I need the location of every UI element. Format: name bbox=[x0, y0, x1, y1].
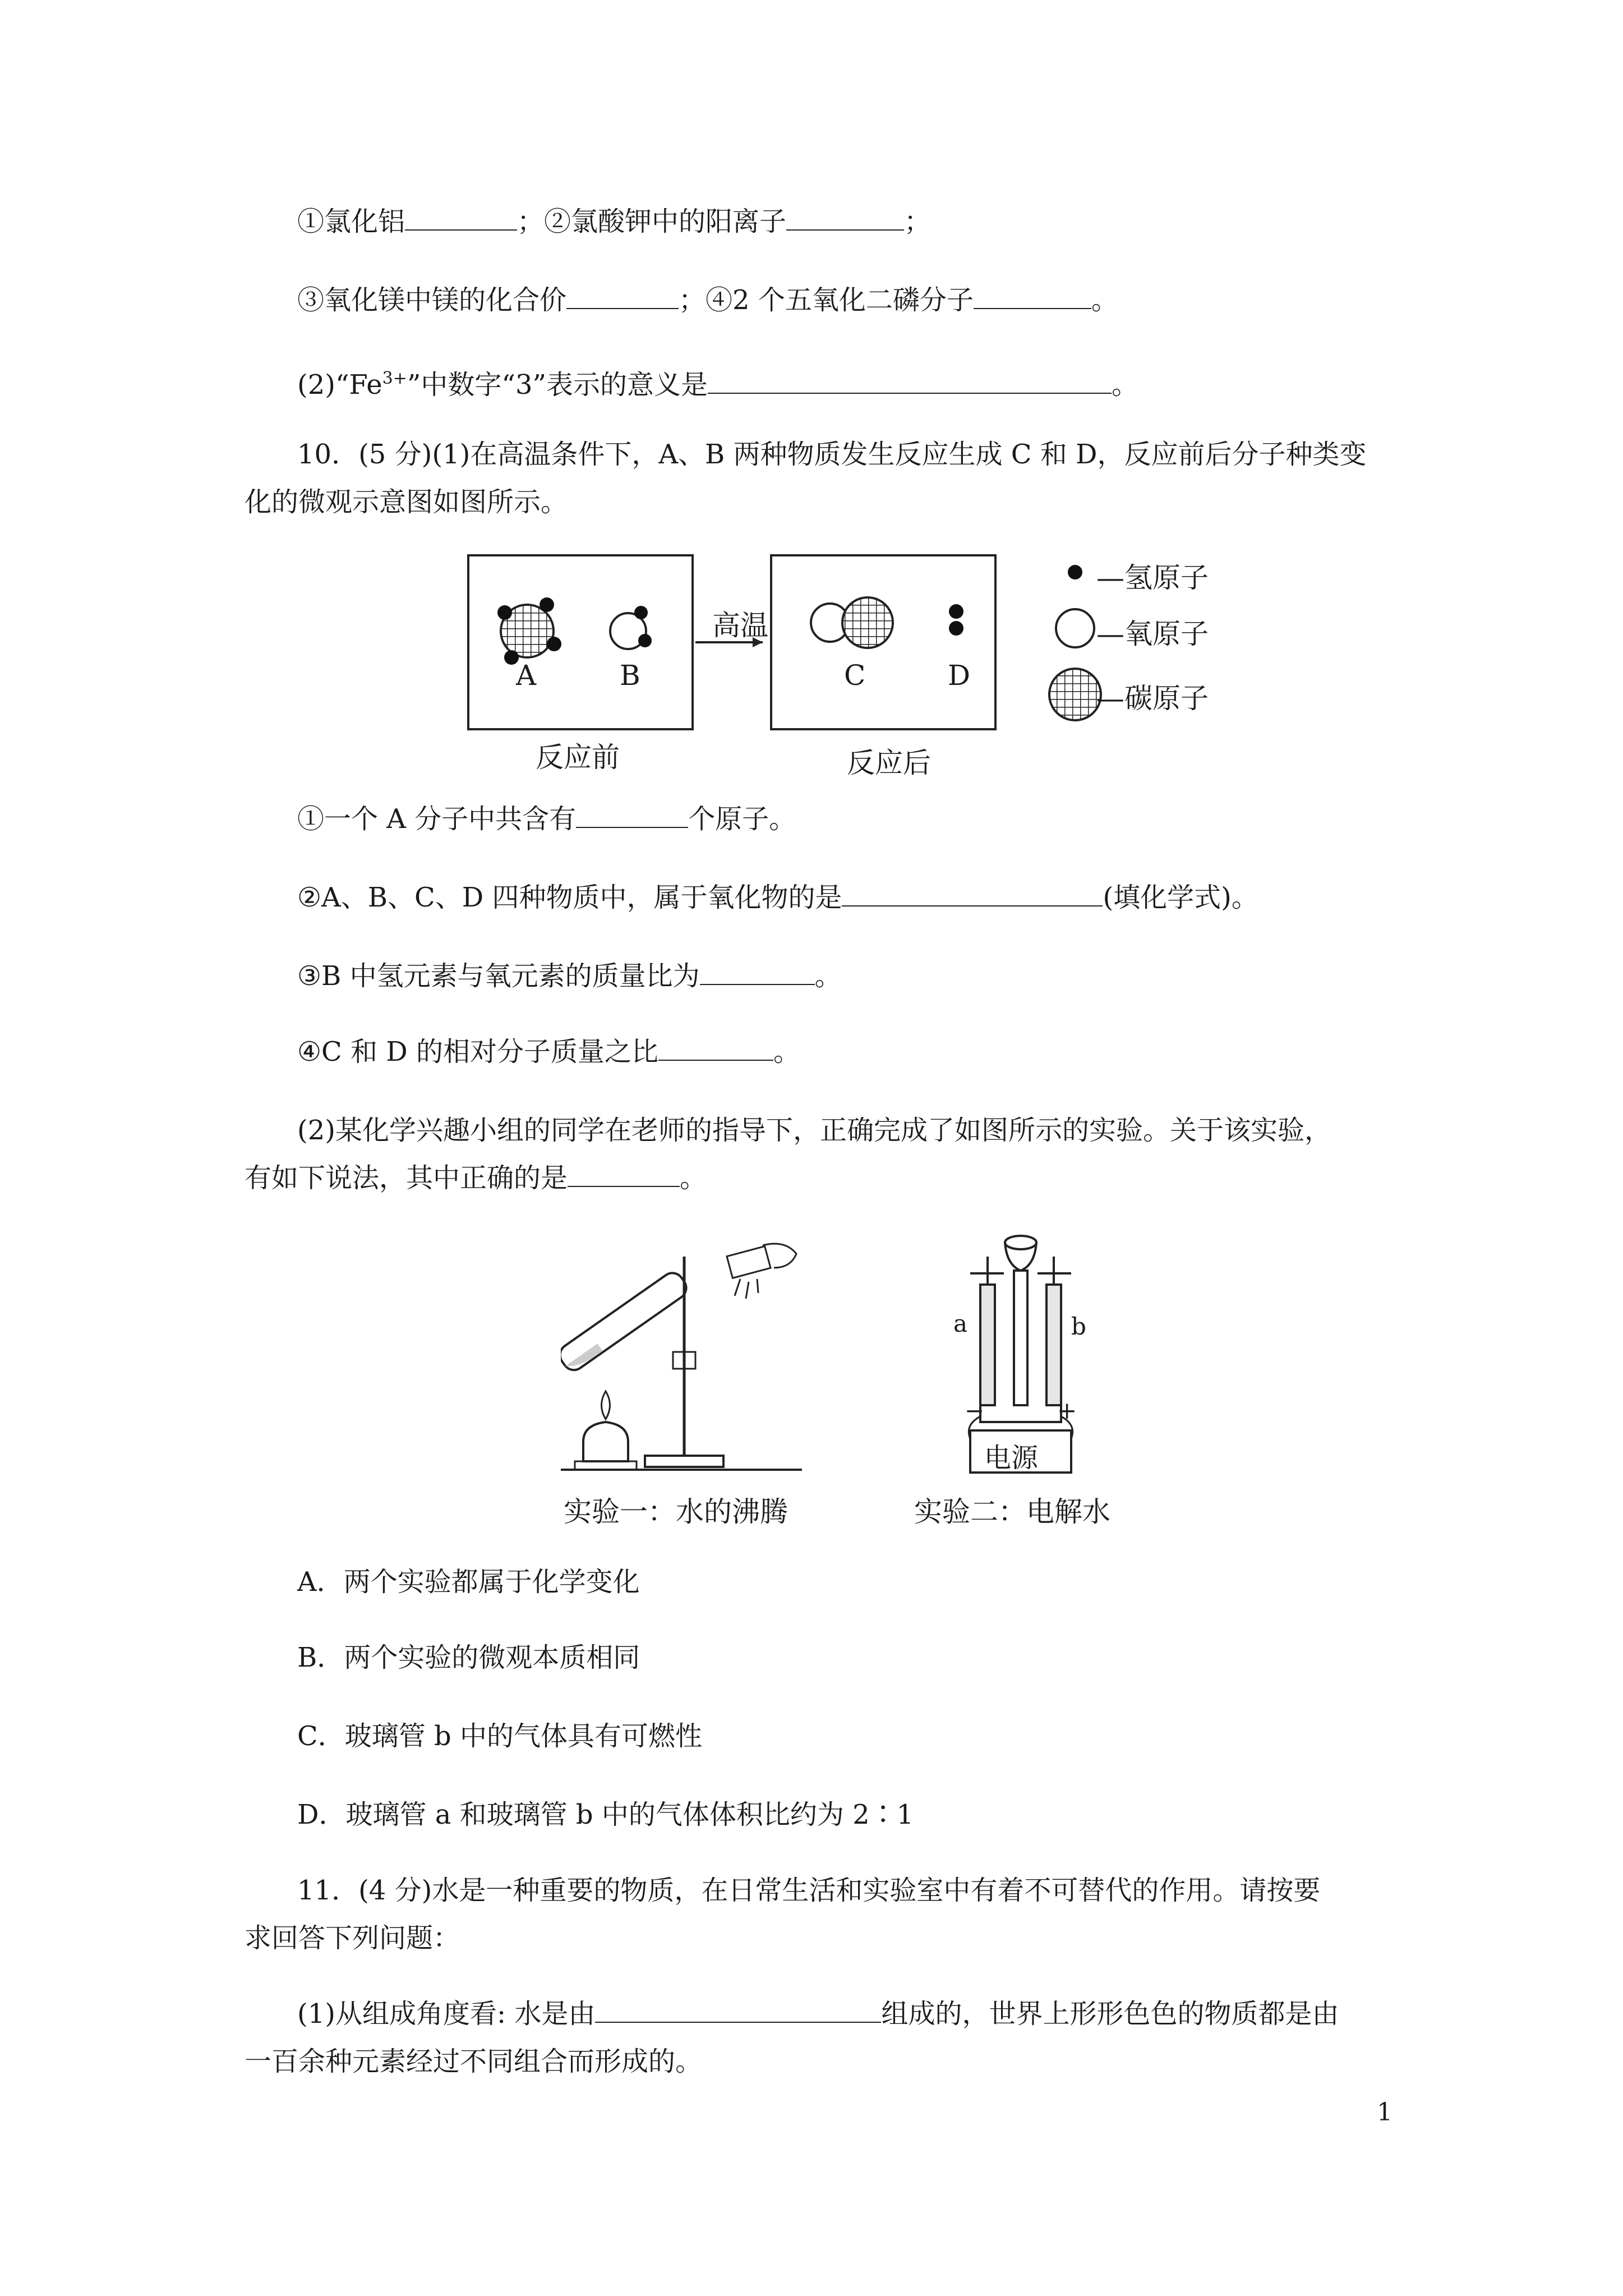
molecule-label-b: B bbox=[620, 659, 640, 692]
answer-blank[interactable] bbox=[842, 882, 1103, 907]
text: 。 bbox=[1091, 284, 1118, 316]
positive-terminal: + bbox=[1057, 1397, 1077, 1424]
experiment-two-caption: 实验二：电解水 bbox=[914, 1496, 1110, 1528]
legend-hydrogen: —氢原子 bbox=[1096, 562, 1209, 594]
text: ；④2 个五氧化二磷分子 bbox=[679, 284, 974, 316]
text: ③氧化镁中镁的化合价 bbox=[297, 284, 567, 316]
text: ①一个 A 分子中共含有 bbox=[297, 803, 577, 835]
tube-a-label: a bbox=[953, 1310, 968, 1337]
text: (2)“Fe bbox=[297, 369, 382, 401]
molecule-label-a: A bbox=[516, 659, 537, 692]
text: 个原子。 bbox=[688, 803, 796, 835]
hydrogen-atom bbox=[547, 637, 561, 651]
superscript: 3+ bbox=[382, 369, 407, 388]
oxygen-legend-icon bbox=[1056, 609, 1094, 647]
page-number: 1 bbox=[1377, 2098, 1393, 2127]
hydrogen-atom bbox=[638, 634, 652, 647]
hydrogen-legend-icon bbox=[1068, 565, 1082, 579]
text: ； bbox=[904, 206, 932, 237]
question-10-part-2-line-2 bbox=[245, 1161, 707, 1195]
hydrogen-atom bbox=[497, 605, 512, 620]
text: ③B 中氢元素与氧元素的质量比为 bbox=[297, 960, 700, 992]
option-a[interactable]: A．两个实验都属于化学变化 bbox=[297, 1566, 640, 1598]
arrow-label: 高温 bbox=[712, 609, 768, 642]
question-10-sub-2 bbox=[297, 881, 1258, 914]
before-label: 反应前 bbox=[536, 741, 620, 774]
question-10-sub-3 bbox=[297, 959, 842, 993]
question-10-intro-1: 10．(5 分)(1)在高温条件下，A、B 两种物质发生反应生成 C 和 D，反应前后分子种类变 bbox=[297, 439, 1367, 470]
question-11-line-3 bbox=[297, 1997, 1339, 2031]
carbon-atom bbox=[842, 597, 893, 648]
question-11-line-1: 11．(4 分)水是一种重要的物质，在日常生活和实验室中有着不可替代的作用。请按要 bbox=[297, 1875, 1321, 1906]
answer-blank[interactable] bbox=[708, 369, 1112, 394]
answer-blank[interactable] bbox=[576, 803, 688, 828]
negative-terminal: − bbox=[965, 1397, 985, 1424]
answer-blank[interactable] bbox=[405, 206, 517, 231]
text: 组成的，世界上形形色色的物质都是由 bbox=[881, 1998, 1339, 2030]
molecule-label-d: D bbox=[948, 659, 971, 692]
text: ①氯化铝 bbox=[297, 206, 405, 237]
hydrogen-atom bbox=[949, 621, 963, 636]
text: ④C 和 D 的相对分子质量之比 bbox=[297, 1036, 659, 1068]
question-9-line-3 bbox=[297, 362, 1138, 402]
option-c[interactable]: C．玻璃管 b 中的气体具有可燃性 bbox=[297, 1720, 702, 1752]
option-b[interactable]: B．两个实验的微观本质相同 bbox=[297, 1642, 640, 1673]
question-9-line-1 bbox=[297, 205, 931, 238]
text: (填化学式)。 bbox=[1103, 882, 1258, 913]
molecule-label-c: C bbox=[844, 659, 866, 692]
after-label: 反应后 bbox=[847, 747, 931, 779]
text: 有如下说法，其中正确的是 bbox=[245, 1162, 568, 1194]
question-10-sub-1 bbox=[297, 802, 796, 836]
question-11-line-2: 求回答下列问题： bbox=[245, 1922, 460, 1954]
tube-b-label: b bbox=[1071, 1313, 1086, 1340]
answer-blank[interactable] bbox=[568, 1162, 680, 1187]
text: ②A、B、C、D 四种物质中，属于氧化物的是 bbox=[297, 882, 842, 913]
question-9-line-2 bbox=[297, 283, 1118, 317]
question-10-sub-4 bbox=[297, 1035, 800, 1069]
hydrogen-atom bbox=[949, 604, 963, 619]
text: ”中数字“3”表示的意义是 bbox=[407, 369, 708, 401]
question-10-part-2-line-1: (2)某化学兴趣小组的同学在老师的指导下，正确完成了如图所示的实验。关于该实验， bbox=[297, 1115, 1331, 1146]
text: 。 bbox=[814, 960, 842, 992]
text: 。 bbox=[773, 1036, 801, 1068]
before-box bbox=[468, 555, 693, 729]
experiment-one-boiling-water bbox=[561, 1234, 808, 1481]
answer-blank[interactable] bbox=[566, 284, 679, 309]
text: 。 bbox=[680, 1162, 707, 1194]
carbon-legend-icon bbox=[1049, 669, 1101, 720]
power-label: 电源 bbox=[984, 1442, 1039, 1474]
hydrogen-atom bbox=[540, 597, 554, 612]
legend-oxygen: —氧原子 bbox=[1096, 618, 1209, 650]
answer-blank[interactable] bbox=[786, 206, 904, 231]
option-d[interactable]: D．玻璃管 a 和玻璃管 b 中的气体体积比约为 2∶1 bbox=[297, 1799, 914, 1830]
answer-blank[interactable] bbox=[700, 960, 815, 985]
answer-blank[interactable] bbox=[974, 284, 1091, 309]
text: ；②氯酸钾中的阳离子 bbox=[517, 206, 787, 237]
hydrogen-atom bbox=[634, 606, 648, 619]
question-11-line-4: 一百余种元素经过不同组合而形成的。 bbox=[245, 2046, 703, 2077]
legend-carbon: —碳原子 bbox=[1096, 682, 1209, 715]
experiment-one-caption: 实验一：水的沸腾 bbox=[564, 1496, 788, 1528]
text: 。 bbox=[1112, 369, 1139, 401]
answer-blank[interactable] bbox=[658, 1036, 773, 1061]
answer-blank[interactable] bbox=[595, 1998, 881, 2023]
question-10-intro-2: 化的微观示意图如图所示。 bbox=[245, 486, 568, 518]
text: (1)从组成角度看: 水是由 bbox=[297, 1998, 596, 2030]
